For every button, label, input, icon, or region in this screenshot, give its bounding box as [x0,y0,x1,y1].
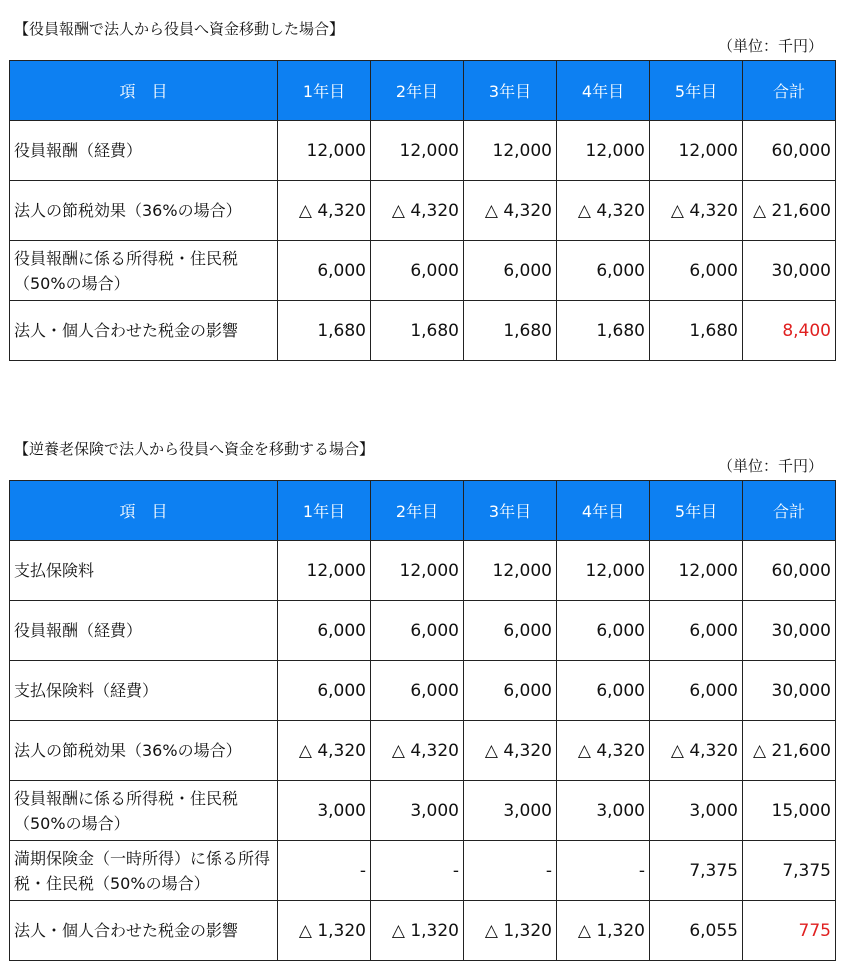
cell-total: 30,000 [743,661,836,721]
cell-value: 6,000 [371,661,464,721]
cell-value: △ 4,320 [557,181,650,241]
table2-unit: （単位：千円） [718,457,824,475]
cell-value: △ 1,320 [464,901,557,961]
table-row [10,901,836,961]
cell-value: 6,000 [557,241,650,301]
row-label: 法人・個人合わせた税金の影響 [10,901,278,961]
cell-total-highlight: 775 [743,901,836,961]
cell-value: 1,680 [371,301,464,361]
cell-value: - [557,841,650,901]
cell-value: △ 4,320 [371,181,464,241]
row-label: 役員報酬に係る所得税・住民税（50%の場合） [10,241,278,301]
table1 [9,60,836,361]
cell-value: 3,000 [650,781,743,841]
table1-header-year2: 2年目 [371,61,464,121]
table-row [10,661,836,721]
cell-value: △ 1,320 [371,901,464,961]
row-label: 役員報酬（経費） [10,601,278,661]
table2-header-year3: 3年目 [464,481,557,541]
cell-value: 6,000 [464,661,557,721]
cell-total: △ 21,600 [743,181,836,241]
cell-value: 7,375 [650,841,743,901]
table2-header-year4: 4年目 [557,481,650,541]
cell-value: △ 1,320 [278,901,371,961]
table2-header-total: 合計 [743,481,836,541]
cell-value: 12,000 [278,541,371,601]
cell-value: 6,000 [371,241,464,301]
table2-header-year2: 2年目 [371,481,464,541]
cell-value: 3,000 [371,781,464,841]
table2-header-year1: 1年目 [278,481,371,541]
table1-header-total: 合計 [743,61,836,121]
cell-total: 60,000 [743,541,836,601]
row-label: 支払保険料 [10,541,278,601]
table1-header-item: 項 目 [10,61,278,121]
cell-value: 3,000 [464,781,557,841]
table1-header-year4: 4年目 [557,61,650,121]
cell-value: 6,000 [650,601,743,661]
cell-value: - [278,841,371,901]
cell-value: 12,000 [464,541,557,601]
cell-value: 1,680 [557,301,650,361]
table1-header-year3: 3年目 [464,61,557,121]
cell-total: 15,000 [743,781,836,841]
row-label: 法人・個人合わせた税金の影響 [10,301,278,361]
cell-value: 12,000 [557,541,650,601]
cell-value: 6,000 [371,601,464,661]
cell-total: 30,000 [743,241,836,301]
cell-value: 6,055 [650,901,743,961]
cell-total: 60,000 [743,121,836,181]
table-row [10,241,836,301]
cell-value: △ 1,320 [557,901,650,961]
cell-value: 6,000 [464,601,557,661]
cell-value: 3,000 [557,781,650,841]
table-row [10,181,836,241]
table2-header-item: 項 目 [10,481,278,541]
cell-value: 3,000 [278,781,371,841]
cell-value: 6,000 [557,601,650,661]
table2-title: 【逆養老保険で法人から役員へ資金を移動する場合】 [14,440,375,458]
cell-value: 6,000 [278,661,371,721]
cell-value: △ 4,320 [650,181,743,241]
cell-value: 12,000 [650,541,743,601]
cell-value: 12,000 [650,121,743,181]
cell-value: △ 4,320 [464,181,557,241]
cell-total-highlight: 8,400 [743,301,836,361]
row-label: 役員報酬に係る所得税・住民税（50%の場合） [10,781,278,841]
table1-title: 【役員報酬で法人から役員へ資金移動した場合】 [14,20,345,38]
table2-header-year5: 5年目 [650,481,743,541]
cell-value: 6,000 [278,601,371,661]
table-row [10,541,836,601]
cell-value: 12,000 [464,121,557,181]
cell-total: 30,000 [743,601,836,661]
cell-value: - [464,841,557,901]
table1-unit: （単位：千円） [718,37,824,55]
cell-value: 1,680 [650,301,743,361]
table1-header-year1: 1年目 [278,61,371,121]
row-label: 法人の節税効果（36%の場合） [10,181,278,241]
cell-value: △ 4,320 [278,721,371,781]
cell-value: 1,680 [464,301,557,361]
cell-value: 1,680 [278,301,371,361]
cell-value: - [371,841,464,901]
table-row [10,781,836,841]
table-row [10,121,836,181]
cell-value: 6,000 [557,661,650,721]
table-row [10,601,836,661]
cell-value: 6,000 [464,241,557,301]
cell-value: △ 4,320 [371,721,464,781]
row-label: 支払保険料（経費） [10,661,278,721]
table2 [9,480,836,961]
cell-value: 6,000 [650,661,743,721]
row-label: 役員報酬（経費） [10,121,278,181]
cell-value: 6,000 [278,241,371,301]
cell-value: △ 4,320 [464,721,557,781]
table1-header-year5: 5年目 [650,61,743,121]
table2-header-row [10,481,836,541]
cell-value: 6,000 [650,241,743,301]
cell-total: △ 21,600 [743,721,836,781]
cell-value: △ 4,320 [278,181,371,241]
cell-value: 12,000 [371,121,464,181]
cell-value: △ 4,320 [650,721,743,781]
cell-value: 12,000 [557,121,650,181]
table-row [10,301,836,361]
table-row [10,841,836,901]
cell-value: △ 4,320 [557,721,650,781]
table-row [10,721,836,781]
row-label: 満期保険金（一時所得）に係る所得税・住民税（50%の場合） [10,841,278,901]
cell-value: 12,000 [278,121,371,181]
row-label: 法人の節税効果（36%の場合） [10,721,278,781]
table1-header-row [10,61,836,121]
cell-value: 12,000 [371,541,464,601]
cell-total: 7,375 [743,841,836,901]
